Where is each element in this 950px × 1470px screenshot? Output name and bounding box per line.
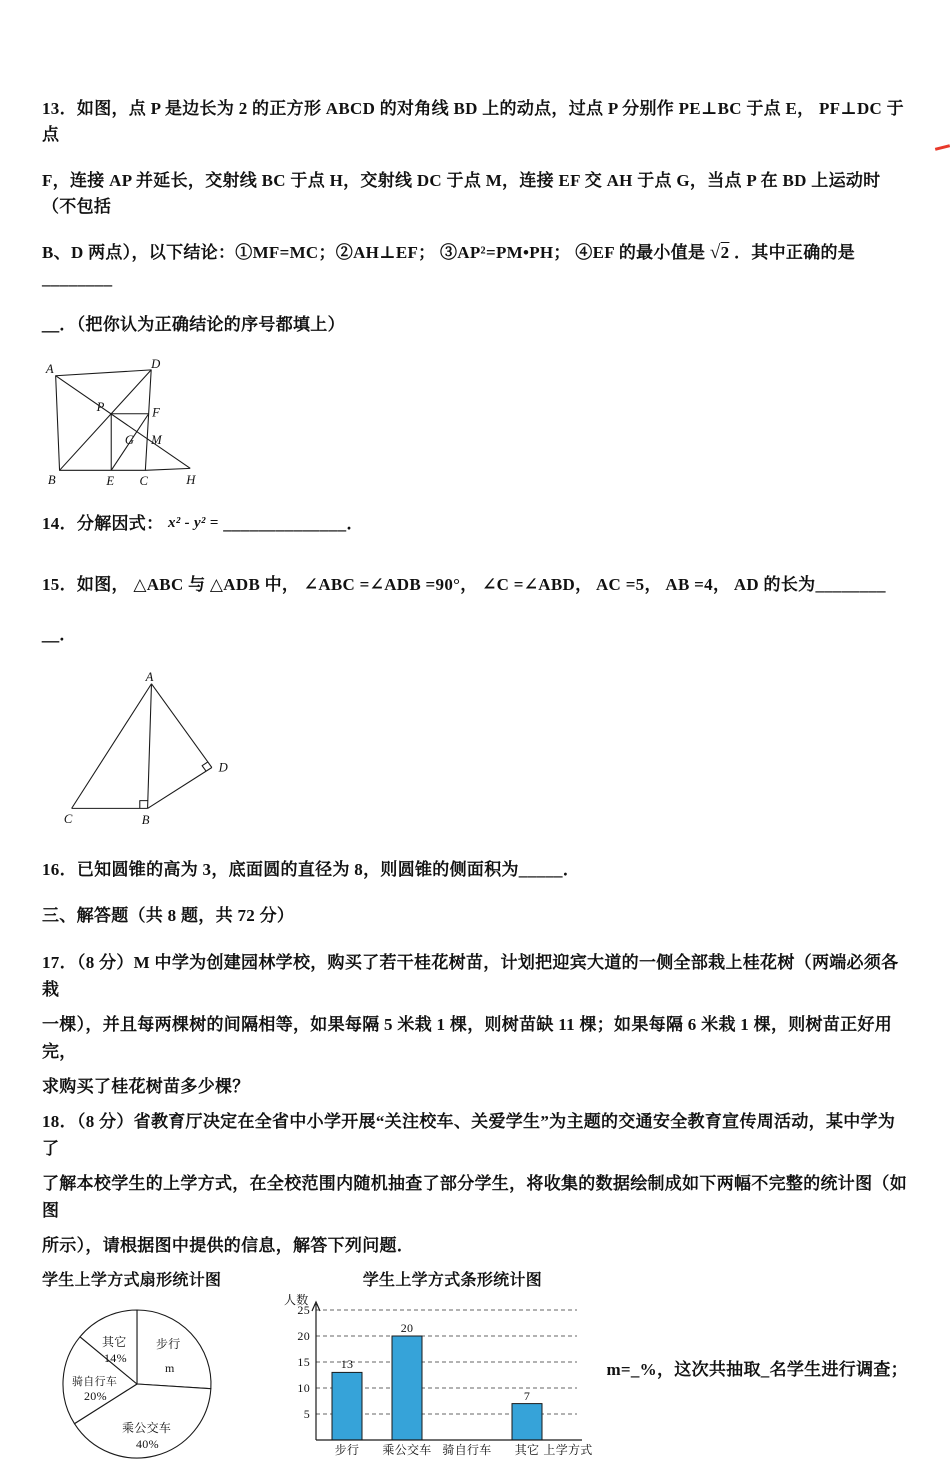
pie-chart-block xyxy=(42,1267,274,1469)
question-16: 16．已知圆锥的高为 3，底面圆的直径为 8，则圆锥的侧面积为_____． xyxy=(42,860,581,879)
segment-CH xyxy=(145,468,190,470)
point-label-H: H xyxy=(186,472,196,487)
section-3-header: 三、解答题（共 8 题，共 72 分） xyxy=(42,906,295,925)
pie-value-bike: 20% xyxy=(84,1389,107,1403)
bar-other xyxy=(512,1404,542,1440)
question-14 xyxy=(42,511,908,538)
question-13-line-4: ＿．（把你认为正确结论的序号都填上） xyxy=(42,315,345,334)
side-AB xyxy=(148,684,152,809)
pie-label-walk: 步行 xyxy=(156,1337,181,1351)
question-13-line-3-text: B、D 两点），以下结论：①MF=MC；②AH⊥EF； ③AP²=PM•PH； ④EF 的最小值是 xyxy=(42,243,706,262)
question-14-formula: x² - y² = xyxy=(167,515,219,531)
ytick-15: 15 xyxy=(297,1355,311,1369)
point-label-G: G xyxy=(124,432,135,447)
point-label-A: A xyxy=(145,669,154,684)
point-label-P: P xyxy=(96,399,105,414)
question-15-line-2: ＿． xyxy=(42,625,77,644)
question-17 xyxy=(42,949,908,1100)
point-label-M: M xyxy=(151,432,163,447)
q13-figure-wrap xyxy=(42,358,908,495)
statistics-figures xyxy=(42,1267,908,1470)
point-label-B: B xyxy=(141,812,150,827)
question-13-line-1: 13．如图，点 P 是边长为 2 的正方形 ABCD 的对角线 BD 上的动点，过点 P 分别作 PE⊥BC 于点 E， PF⊥DC 于点 xyxy=(42,99,904,144)
ytick-25: 25 xyxy=(297,1303,311,1317)
question-18-line-1: 18．（8 分）省教育厅决定在全省中小学开展“关注校车、关爱学生”为主题的交通安全教育宣传周活动，某中学为了 xyxy=(42,1112,896,1158)
bar-chart xyxy=(274,1290,594,1465)
question-13 xyxy=(42,96,908,495)
bar-walk xyxy=(332,1372,362,1440)
question-18-line-3: 所示），请根据图中提供的信息，解答下列问题． xyxy=(42,1236,415,1255)
question-13-line-3-tail: ．其中正确的是________ xyxy=(42,243,856,288)
bar-chart-block xyxy=(274,1267,596,1470)
pie-chart-title: 学生上学方式扇形统计图 xyxy=(42,1272,222,1289)
pie-label-other: 其它 xyxy=(102,1335,127,1349)
question-14-label: 14．分解因式： xyxy=(42,514,164,533)
x-axis-label: 上学方式 xyxy=(543,1443,593,1457)
q13-geometry-figure xyxy=(42,358,237,490)
pie-label-bike: 骑自行车 xyxy=(72,1376,118,1388)
m-value-note: m=_%，这次共抽取_名学生进行调查； xyxy=(606,1360,908,1379)
pie-value-bus: 40% xyxy=(136,1437,159,1451)
point-label-F: F xyxy=(152,405,161,420)
category-bike: 骑自行车 xyxy=(442,1443,492,1457)
bar-value-bus: 20 xyxy=(401,1321,414,1335)
point-label-C: C xyxy=(63,812,73,826)
ytick-20: 20 xyxy=(297,1329,311,1343)
sqrt-sign: √ xyxy=(709,242,721,263)
pie-value-walk: m xyxy=(165,1361,175,1375)
sqrt-radicand: 2 xyxy=(720,243,730,262)
side-AC xyxy=(72,684,152,809)
bar-value-walk: 13 xyxy=(341,1357,354,1371)
question-17-line-1: 17．（8 分）M 中学为创建园林学校，购买了若干桂花树苗，计划把迎宾大道的一侧全部栽上桂花树（两端必须各栽 xyxy=(42,953,899,999)
bar-value-other: 7 xyxy=(524,1389,531,1403)
point-label-A: A xyxy=(45,361,54,376)
right-angle-mark-B xyxy=(140,801,148,809)
question-15 xyxy=(42,572,908,835)
question-15-line-1: 15．如图， △ABC 与 △ADB 中， ∠ABC =∠ADB =90°， ∠C =∠ABD， AC =5， AB =4， AD 的长为________ xyxy=(42,575,886,594)
bar-chart-title: 学生上学方式条形统计图 xyxy=(362,1272,543,1289)
point-label-D: D xyxy=(151,356,161,371)
category-walk: 步行 xyxy=(335,1443,360,1457)
ytick-5: 5 xyxy=(304,1407,311,1421)
question-17-line-2: 一棵），并且每两棵树的间隔相等，如果每隔 5 米栽 1 棵，则树苗缺 11 棵；如果每隔 6 米栽 1 棵，则树苗正好用完， xyxy=(42,1015,893,1061)
red-scan-mark xyxy=(935,144,950,151)
category-other: 其它 xyxy=(515,1443,540,1457)
diagonal-BD xyxy=(60,370,152,470)
question-18 xyxy=(42,1108,908,1259)
question-13-line-2: F，连接 AP 并延长，交射线 BC 于点 H，交射线 DC 于点 M，连接 EF 交 AH 于点 G，当点 P 在 BD 上运动时（不包括 xyxy=(42,171,881,216)
question-14-blank: ______________． xyxy=(223,514,364,533)
bar-bus xyxy=(392,1336,422,1440)
question-17-line-3: 求购买了桂花树苗多少棵？ xyxy=(42,1077,250,1096)
pie-value-other: 14% xyxy=(104,1351,127,1365)
point-label-C: C xyxy=(139,473,149,488)
ytick-10: 10 xyxy=(297,1381,311,1395)
question-13-line-3 xyxy=(42,240,908,292)
point-label-E: E xyxy=(106,473,115,488)
line-AH xyxy=(56,376,191,469)
point-label-D: D xyxy=(218,760,229,775)
point-label-B: B xyxy=(47,472,56,487)
pie-label-bus: 乘公交车 xyxy=(122,1421,172,1435)
pie-chart xyxy=(42,1292,254,1464)
y-axis-label: 人数 xyxy=(284,1293,309,1307)
right-angle-mark-D xyxy=(202,762,208,771)
q15-geometry-figure xyxy=(58,668,243,830)
q15-figure-wrap xyxy=(58,668,908,835)
side-BD xyxy=(148,768,212,809)
question-18-line-2: 了解本校学生的上学方式，在全校范围内随机抽查了部分学生，将收集的数据绘制成如下两幅不完整的统计图（如图 xyxy=(42,1174,907,1220)
side-AD xyxy=(151,684,211,768)
category-bus: 乘公交车 xyxy=(382,1443,432,1457)
